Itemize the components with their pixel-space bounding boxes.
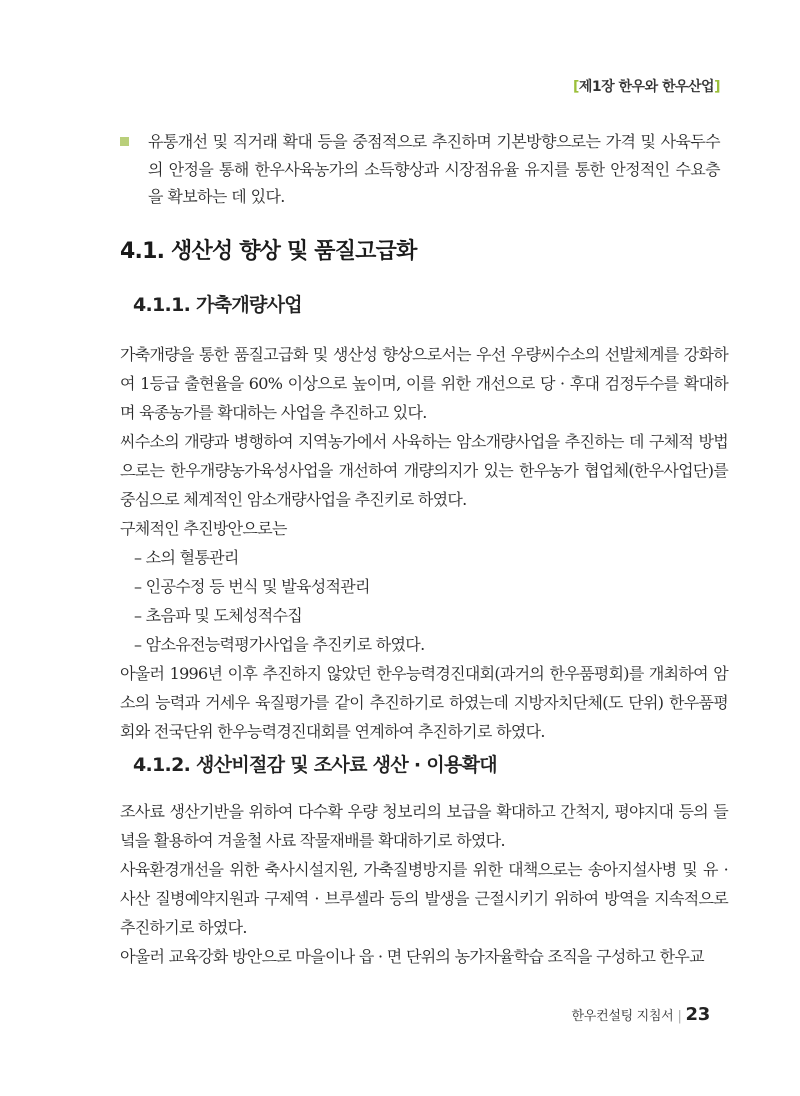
intro-bullet	[120, 128, 720, 211]
chapter-header-bracket-left: [	[572, 79, 579, 95]
section-title: 4.1. 생산성 향상 및 품질고급화	[120, 239, 417, 264]
page-number: 23	[685, 1004, 710, 1025]
dash-list-item: – 암소유전능력평가사업을 추진키로 하였다.	[134, 635, 425, 654]
dash-list-item: – 인공수정 등 번식 및 발육성적관리	[134, 577, 370, 596]
dash-list-item: – 소의 혈통관리	[134, 548, 239, 567]
footer-book-title: 한우컨설팅 지침서	[571, 1009, 674, 1024]
paragraph: 구체적인 추진방안으로는	[120, 519, 287, 538]
paragraph: 아울러 1996년 이후 추진하지 않았던 한우능력경진대회(과거의 한우품평회)를 개최하여 암소의 능력과 거세우 육질평가를 같이 추진하기로 하였는데 지방자치단체(도 단위) 한우품평회와 전국단위 한우능력경진대회를 연계하여 추진하기로 하였다.	[120, 664, 728, 741]
intro-bullet-text: 유통개선 및 직거래 확대 등을 중점적으로 추진하며 기본방향으로는 가격 및 사육두수의 안정을 통해 한우사육농가의 소득향상과 시장점유율 유지를 통한 안정적인 수요층을 확보하는 데 있다.	[148, 132, 720, 206]
chapter-header-title: 제1장 한우와 한우산업	[578, 79, 715, 95]
subsection-2-title: 4.1.2. 생산비절감 및 조사료 생산 · 이용확대	[133, 754, 497, 776]
footer-separator: |	[677, 1009, 682, 1024]
paragraph: 아울러 교육강화 방안으로 마을이나 읍 · 면 단위의 농가자율학습 조직을 구성하고 한우교	[120, 947, 704, 966]
subsection-1-title: 4.1.1. 가축개량사업	[133, 294, 302, 316]
paragraph: 가축개량을 통한 품질고급화 및 생산성 향상으로서는 우선 우량씨수소의 선발체계를 강화하여 1등급 출현율을 60% 이상으로 높이며, 이를 위한 개선으로 당 · 후대 검정두수를 확대하며 육종농가를 확대하는 사업을 추진하고 있다.	[120, 345, 728, 422]
paragraph: 씨수소의 개량과 병행하여 지역농가에서 사육하는 암소개량사업을 추진하는 데 구체적 방법으로는 한우개량농가육성사업을 개선하여 개량의지가 있는 한우농가 협업체(한우사업단)를 중심으로 체계적인 암소개량사업을 추진키로 하였다.	[120, 432, 728, 509]
paragraph: 사육환경개선을 위한 축사시설지원, 가축질병방지를 위한 대책으로는 송아지설사병 및 유 · 사산 질병예약지원과 구제역 · 브루셀라 등의 발생을 근절시키기 위하여 방역을 지속적으로 추진하기로 하였다.	[120, 860, 728, 937]
paragraph: 조사료 생산기반을 위하여 다수확 우량 청보리의 보급을 확대하고 간척지, 평야지대 등의 들녘을 활용하여 겨울철 사료 작물재배를 확대하기로 하였다.	[120, 802, 728, 850]
subsection-1-body	[120, 340, 728, 746]
subsection-2-body	[120, 797, 728, 971]
chapter-header-bracket-right: ]	[714, 79, 720, 95]
chapter-header	[573, 76, 720, 96]
dash-list-item: – 초음파 및 도체성적수집	[134, 606, 303, 625]
page-footer	[572, 1004, 710, 1025]
square-bullet-icon	[120, 137, 129, 146]
